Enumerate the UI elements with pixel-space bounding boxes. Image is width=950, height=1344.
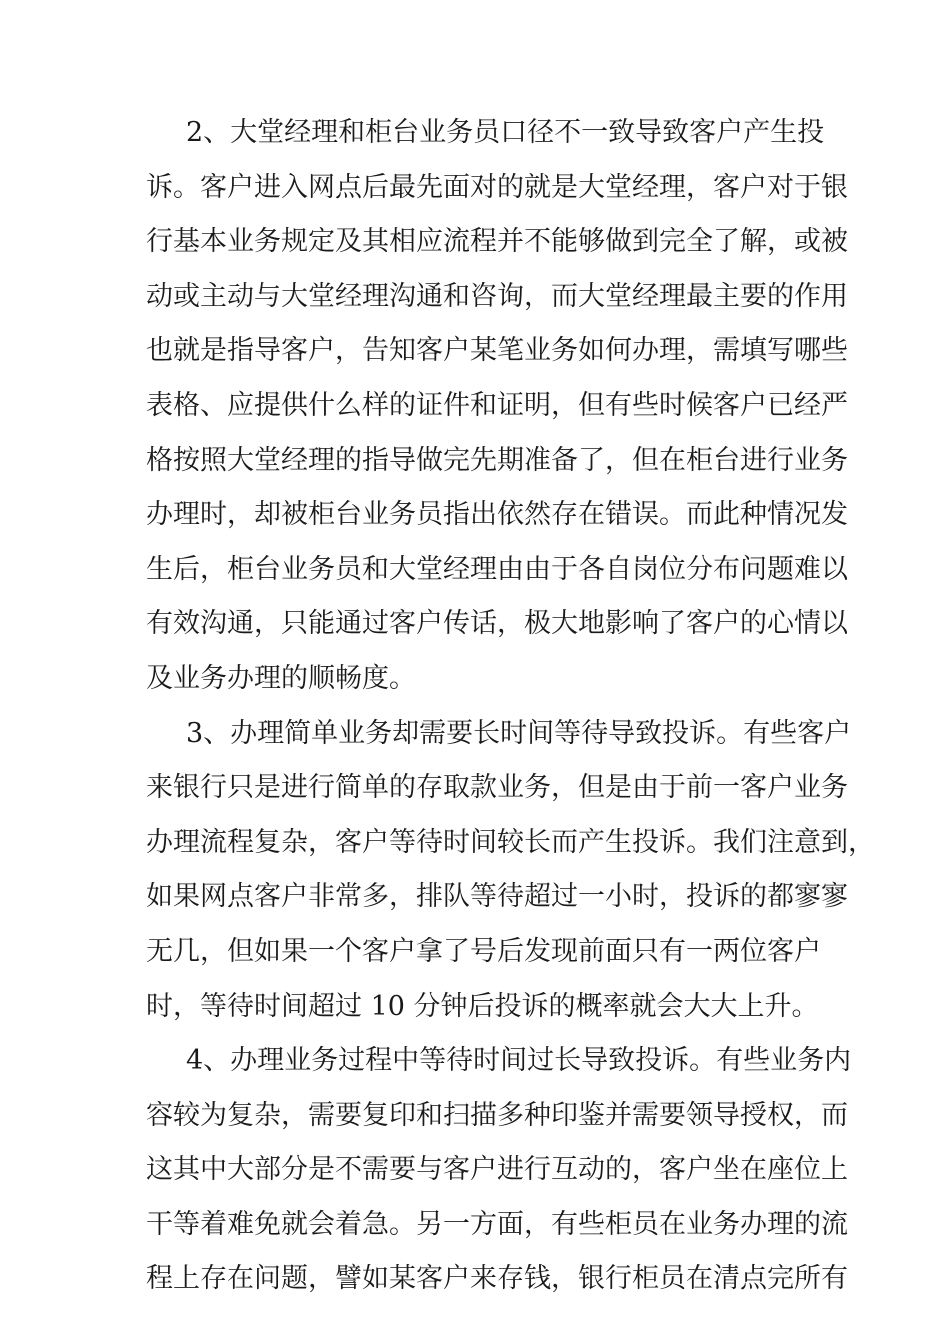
text-line: 及业务办理的顺畅度。 [146,662,416,694]
text-line: 办理流程复杂，客户等待时间较长而产生投诉。我们注意到， [146,826,875,858]
text-line: 诉。客户进入网点后最先面对的就是大堂经理，客户对于银 [146,171,848,203]
paragraph-2 [146,106,848,707]
text-line: 来银行只是进行简单的存取款业务，但是由于前一客户业务 [146,772,848,804]
document-body [146,106,875,1307]
text-line: 容较为复杂，需要复印和扫描多种印鉴并需要领导授权，而 [146,1099,848,1131]
text-line: 生后，柜台业务员和大堂经理由由于各自岗位分布问题难以 [146,553,848,585]
text-line: 程上存在问题，譬如某客户来存钱，银行柜员在清点完所有 [146,1263,848,1295]
text-line: 2、大堂经理和柜台业务员口径不一致导致客户产生投 [186,117,825,148]
paragraph-3 [146,707,875,1035]
text-line: 时，等待时间超过 10 分钟后投诉的概率就会大大上升。 [146,990,819,1022]
text-line: 动或主动与大堂经理沟通和咨询，而大堂经理最主要的作用 [146,280,848,312]
text-line: 表格、应提供什么样的证件和证明，但有些时候客户已经严 [146,389,848,421]
text-line: 格按照大堂经理的指导做完先期准备了，但在柜台进行业务 [146,444,848,476]
text-line: 干等着难免就会着急。另一方面，有些柜员在业务办理的流 [146,1208,848,1240]
paragraph-4 [146,1034,852,1307]
text-line: 这其中大部分是不需要与客户进行互动的，客户坐在座位上 [146,1154,848,1186]
text-line: 办理时，却被柜台业务员指出依然存在错误。而此种情况发 [146,499,848,531]
text-line: 4、办理业务过程中等待时间过长导致投诉。有些业务内 [186,1045,852,1077]
text-line: 有效沟通，只能通过客户传话，极大地影响了客户的心情以 [146,608,848,640]
text-line: 3、办理简单业务却需要长时间等待导致投诉。有些客户 [186,717,852,749]
text-line: 如果网点客户非常多，排队等待超过一小时，投诉的都寥寥 [146,881,848,913]
text-line: 无几，但如果一个客户拿了号后发现前面只有一两位客户 [146,935,821,967]
text-line: 行基本业务规定及其相应流程并不能够做到完全了解，或被 [146,226,848,258]
text-line: 也就是指导客户，告知客户某笔业务如何办理，需填写哪些 [146,335,848,367]
